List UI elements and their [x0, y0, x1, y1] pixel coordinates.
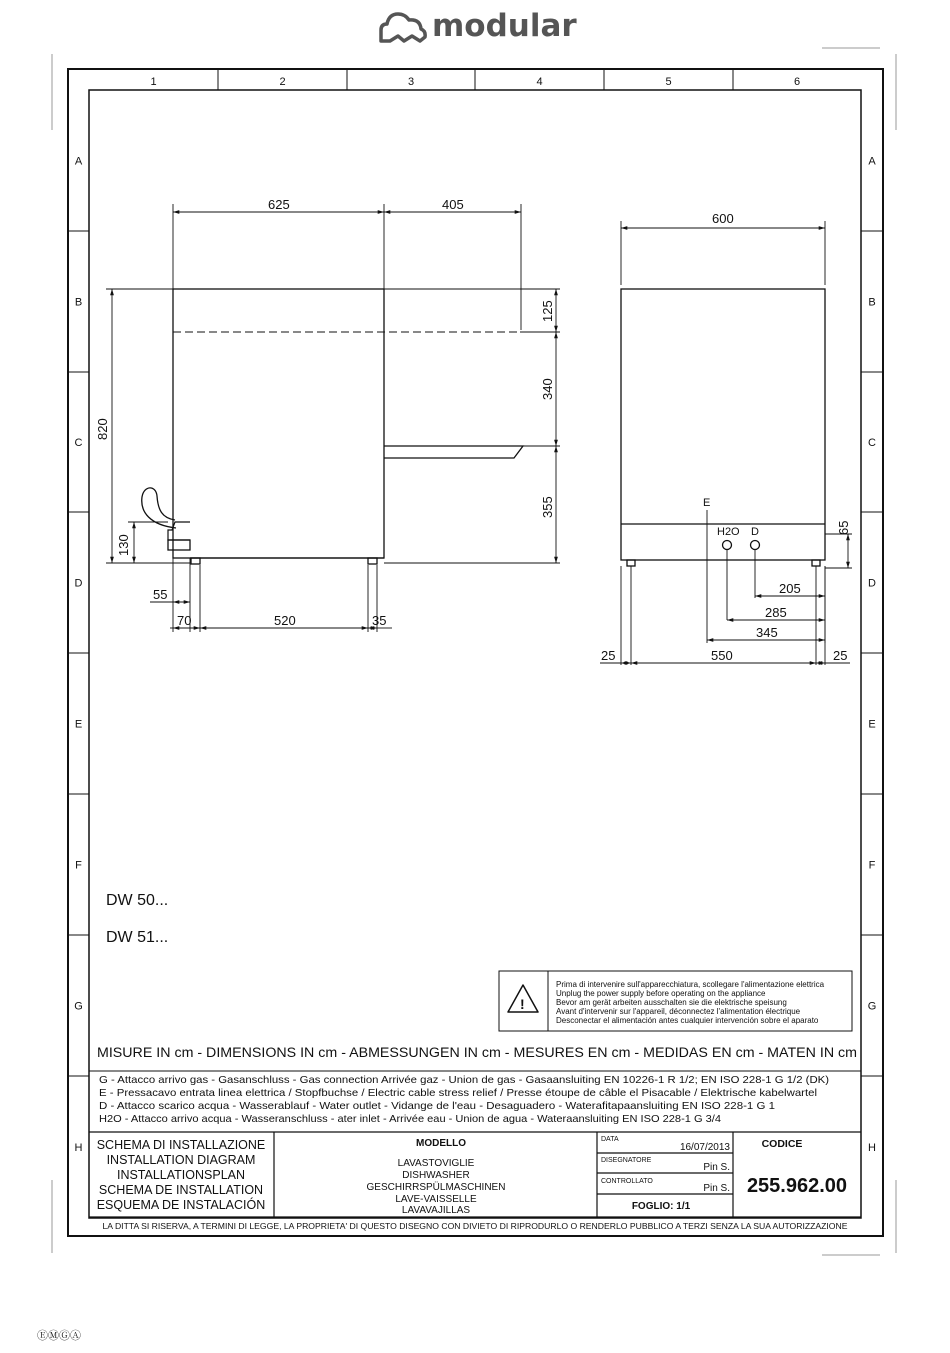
warning-line: Desconectar el alimentación antes cualquier intervención sobre el aparato [556, 1016, 819, 1025]
dim-drain-offset: 205 [779, 581, 801, 596]
cloud-logo-icon [381, 14, 425, 41]
dim-hose-offset: 55 [153, 587, 168, 602]
legend-line: H2O - Attacco arrivo acqua - Wasseranschluss - ater inlet - Arrivée eau - Union de agua - Wateraansluiting EN ISO 228-1 G 3/4 [99, 1113, 722, 1125]
column-label: 4 [536, 76, 543, 88]
brand-logo [381, 8, 577, 44]
model-label: MODELLO [416, 1138, 466, 1149]
warning-line: Unplug the power supply before operating on the appliance [556, 989, 766, 998]
row-label: H [74, 1142, 83, 1154]
scheme-title: ESQUEMA DE INSTALACIÓN [96, 1198, 266, 1212]
dim-foot-offset: 35 [372, 613, 387, 628]
row-label: B [868, 296, 876, 309]
row-label: H [868, 1142, 876, 1154]
checker-label: CONTROLLATO [601, 1178, 653, 1185]
disclaimer: LA DITTA SI RISERVA, A TERMINI DI LEGGE, LA PROPRIETA' DI QUESTO DISEGNO CON DIVIETO DI RIPRODURLO O RENDERLO PUBBLICO A TERZI SENZA LA SUA AUTORIZZAZIONE [102, 1221, 848, 1231]
legend-line: D - Attacco scarico acqua - Wasserablauf - Water outlet - Vidange de l'eau - Desaguadero - Waterafitapaansluiting EN ISO 228-1 G 1 [99, 1100, 776, 1112]
machine-body-side [173, 289, 384, 558]
machine-body-front [621, 289, 825, 560]
row-label: D [868, 577, 876, 590]
dim-cable-offset: 345 [756, 625, 778, 640]
dim-left-margin: 25 [601, 648, 616, 663]
warning-line: Avant d'intervenir sur l'appareil, déconnectez l'alimentation électrique [556, 1007, 801, 1016]
model-code: DW 51... [106, 929, 169, 946]
dim-hood-gap: 125 [540, 300, 555, 322]
foot [368, 558, 377, 564]
warning-line: Bevor am gerät arbeiten ausschalten sie die elektrische speisung [556, 998, 787, 1007]
row-label: A [868, 155, 876, 168]
drawing-code: 255.962.00 [746, 1175, 848, 1197]
legend-line: G - Attacco arrivo gas - Gasanschluss - Gas connection Arrivée gaz - Union de gas - Gasaansluiting EN 10226-1 R 1/2; EN ISO 228-1 G 1/2 (DK) [99, 1074, 829, 1086]
model-description: LAVE-VAISSELLE [395, 1194, 477, 1205]
row-label: F [75, 859, 82, 872]
label-drain: D [751, 526, 759, 538]
row-label: G [867, 1000, 877, 1013]
drain-outlet [168, 540, 190, 550]
connections-legend [89, 1071, 861, 1125]
row-label: C [868, 437, 876, 449]
dim-feet-spacing: 520 [274, 613, 296, 628]
row-label: G [74, 1000, 83, 1013]
row-label: E [74, 718, 83, 731]
drain-hose [168, 522, 190, 540]
foot [812, 560, 820, 566]
dim-right-margin: 25 [833, 648, 848, 663]
model-description: DISHWASHER [402, 1170, 470, 1181]
open-door [384, 446, 523, 458]
scheme-title: INSTALLATIONSPLAN [116, 1168, 246, 1182]
scheme-title: SCHEMA DE INSTALLATION [98, 1183, 264, 1197]
date-value: 16/07/2013 [679, 1142, 730, 1153]
row-label: C [74, 437, 83, 449]
drawing-frame [68, 69, 883, 1236]
model-description: GESCHIRRSPÜLMASCHINEN [366, 1182, 506, 1193]
column-label: 1 [150, 76, 157, 88]
checker-value: Pin S. [703, 1183, 730, 1194]
model-description: LAVASTOVIGLIE [397, 1158, 475, 1169]
dim-door-height-lower: 355 [540, 496, 555, 518]
dim-inlet-offset: 285 [765, 605, 787, 620]
dim-door-depth: 405 [442, 197, 464, 212]
model-description: LAVAVAJILLAS [401, 1205, 471, 1216]
sheet-number: FOGLIO: 1/1 [631, 1201, 691, 1212]
dimension-lines [106, 204, 852, 665]
title-block [89, 1132, 861, 1217]
label-water-inlet: H2O [717, 526, 740, 538]
warning-line: Prima di intervenire sull'apparecchiatura, scollegare l'alimentazione elettrica [556, 980, 825, 989]
dim-feet-width: 550 [711, 648, 733, 663]
dim-connection-height: 65 [836, 520, 851, 535]
drain-outlet-icon [751, 541, 760, 550]
row-label: B [74, 296, 83, 309]
row-label: F [868, 859, 876, 872]
designer-value: Pin S. [703, 1162, 730, 1173]
designer-label: DISEGNATORE [601, 1157, 652, 1164]
dim-hose-height: 130 [116, 534, 131, 556]
scheme-title: SCHEMA DI INSTALLAZIONE [96, 1138, 266, 1152]
legend-line: E - Pressacavo entrata linea elettrica / Stopfbuchse / Electric cable stress relief / Presse étoupe de câble el Pisacable / Elektrische kabelwartel [99, 1087, 817, 1099]
dim-door-height-upper: 340 [540, 378, 555, 400]
dim-total-height: 820 [95, 418, 110, 440]
logo-text: modular [432, 8, 577, 44]
column-label: 6 [793, 76, 801, 88]
column-label: 3 [407, 76, 415, 88]
scheme-title: INSTALLATION DIAGRAM [106, 1153, 256, 1167]
dim-outlet-offset: 70 [177, 613, 192, 628]
warning-mark: ! [520, 996, 525, 1012]
warning-box [499, 971, 852, 1031]
measures-note: MISURE IN cm - DIMENSIONS IN cm - ABMESSUNGEN IN cm - MESURES EN cm - MEDIDAS EN cm - MATEN IN cm [97, 1045, 857, 1060]
foot [627, 560, 635, 566]
row-label: E [868, 718, 876, 731]
front-dimensions [601, 211, 851, 663]
row-label: D [74, 577, 83, 590]
foot [191, 558, 200, 564]
model-code: DW 50... [106, 892, 169, 909]
water-inlet-icon [723, 541, 732, 550]
dim-side-width: 625 [268, 197, 290, 212]
footer-marks: ⒺⓂⒼⒶ [37, 1330, 81, 1342]
code-label: CODICE [761, 1138, 803, 1150]
date-label: DATA [601, 1136, 619, 1143]
column-label: 2 [279, 76, 286, 88]
front-view [621, 289, 825, 566]
side-view [142, 289, 523, 564]
row-label: A [74, 155, 83, 168]
dim-front-width: 600 [712, 211, 734, 226]
label-electric-inlet: E [703, 497, 711, 509]
column-label: 5 [665, 76, 672, 88]
